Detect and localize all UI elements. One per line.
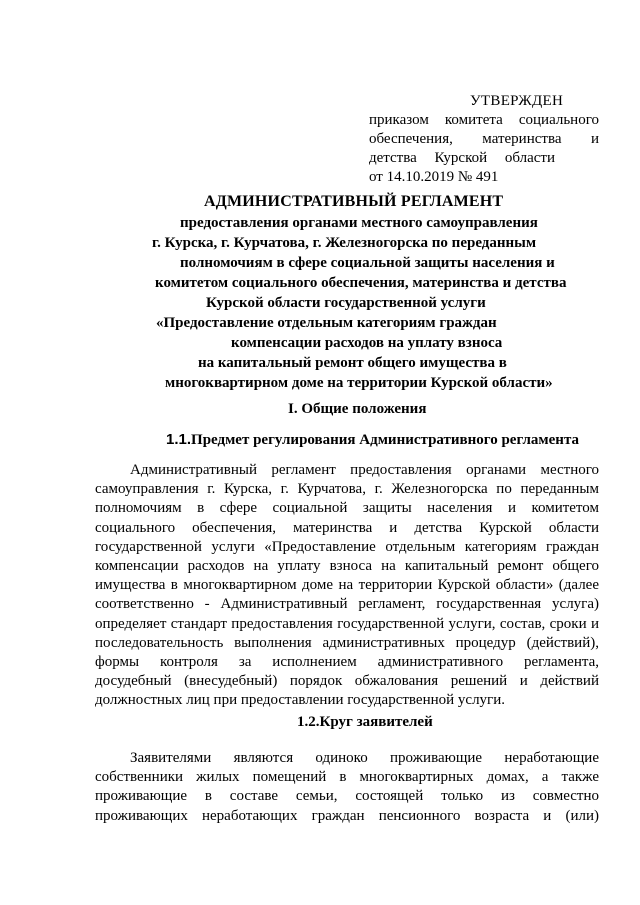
subsection-title: Круг заявителей [319,714,433,730]
paragraph-1-1 [95,461,599,710]
section-heading: I. Общие положения [288,401,427,417]
paragraph-line: государственной услуги «Предоставление отдельным категориям граждан [95,538,599,555]
title-line-1: предоставления органами местного самоуправления [180,215,538,231]
paragraph-line: формы контроля за исполнением административного регламента, [95,653,599,670]
paragraph-line: социального обеспечения, материнства и детства Курской области [95,519,599,536]
approval-line-committee: обеспечения, материнства и [369,131,599,147]
paragraph-line: проживающих неработающих граждан пенсионного возраста и (или) [95,807,599,824]
paragraph-line: проживающие в составе семьи, состоящей только из совместно [95,788,599,805]
paragraph-line: имущества в многоквартирном доме на территории Курской области» (далее [95,577,599,594]
subsection-number: 1.2. [297,714,320,730]
title-line-7: компенсации расходов на уплату взноса [231,335,503,351]
paragraph-line: самоуправления г. Курска, г. Курчатова, г. Железногорска по переданным [95,481,599,498]
paragraph-1-2 [95,749,599,826]
paragraph-line: Административный регламент предоставления органами местного [130,462,599,478]
approval-line-date: от 14.10.2019 № 491 [369,169,499,185]
paragraph-line: компенсации расходов на уплату взноса на капитальный ремонт общего [95,557,599,574]
approval-line-region: детства Курской области [369,150,556,166]
title-line-2: г. Курска, г. Курчатова, г. Железногорска по переданным [152,235,537,251]
subsection-heading-1-2 [297,714,433,731]
title-line-6: «Предоставление отдельным категориям граждан [156,315,497,331]
paragraph-line: последовательность выполнения административных процедур (действий), [95,634,599,651]
paragraph-line: собственники жилых помещений в многоквартирных домах, а также [95,769,599,786]
title-line-8: на капитальный ремонт общего имущества в [198,355,507,371]
paragraph-line: полномочиям в сфере социальной защиты населения и комитетом [95,500,599,517]
approval-block [369,92,599,187]
title-line-5: Курской области государственной услуги [206,295,486,311]
paragraph-line: Заявителями являются одиноко проживающие неработающие [130,750,599,766]
document-title: АДМИНИСТРАТИВНЫЙ РЕГЛАМЕНТ [204,193,504,210]
paragraph-line: определяет стандарт предоставления государственной услуги, состав, сроки и [95,615,599,632]
approval-line-order: приказом комитета социального [369,112,599,128]
title-line-4: комитетом социального обеспечения, материнства и детства [155,275,567,291]
subsection-title: Предмет регулирования Административного регламента [191,432,580,448]
subsection-heading-1-1 [166,431,579,449]
paragraph-line: должностных лиц при предоставлении государственной услуги. [95,692,505,709]
title-line-9: многоквартирном доме на территории Курской области» [165,375,553,391]
subsection-number: 1.1. [166,431,192,448]
paragraph-line: соответственно - Административный регламент, государственная услуга) [95,596,599,613]
title-line-3: полномочиям в сфере социальной защиты населения и [180,255,555,271]
paragraph-line: досудебный (внесудебный) порядок обжалования решений и действий [95,673,599,690]
approved-label: УТВЕРЖДЕН [470,93,564,109]
